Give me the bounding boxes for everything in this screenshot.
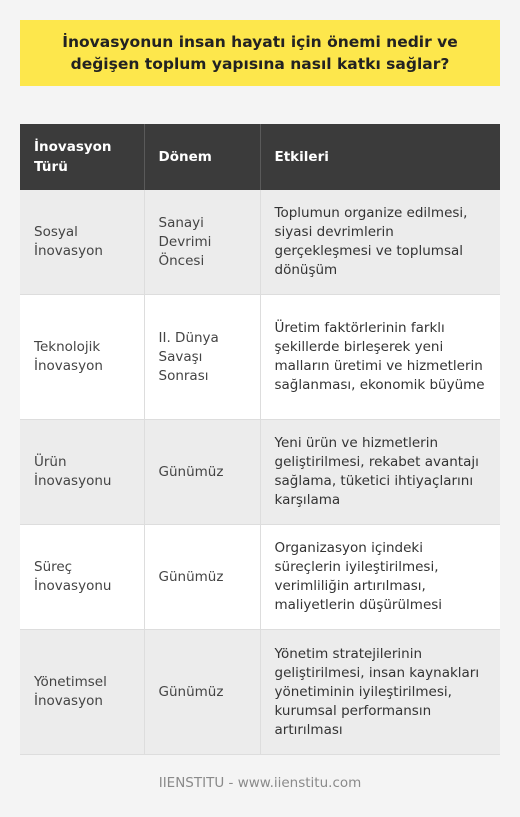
cell-period: Günümüz	[144, 525, 260, 630]
table-row	[20, 630, 500, 755]
innovation-table	[20, 124, 500, 755]
cell-type: Teknolojik İnovasyon	[20, 295, 144, 420]
header-effects: Etkileri	[260, 124, 500, 190]
cell-period: II. Dünya Savaşı Sonrası	[144, 295, 260, 420]
cell-type: Sosyal İnovasyon	[20, 190, 144, 295]
cell-effects: Toplumun organize edilmesi, siyasi devrimlerin gerçekleşmesi ve toplumsal dönüşüm	[260, 190, 500, 295]
title-banner	[20, 20, 500, 86]
table-row	[20, 190, 500, 295]
footer-credit: IIENSTITU - www.iienstitu.com	[158, 775, 362, 791]
cell-type: Yönetimsel İnovasyon	[20, 630, 144, 755]
table-header-row	[20, 124, 500, 190]
table-row	[20, 420, 500, 525]
cell-effects: Üretim faktörlerinin farklı şekillerde birleşerek yeni malların üretimi ve hizmetlerin sağlanması, ekonomik büyüme	[260, 295, 500, 420]
cell-effects: Organizasyon içindeki süreçlerin iyileştirilmesi, verimliliğin artırılması, maliyetlerin düşürülmesi	[260, 525, 500, 630]
header-innovation-type: İnovasyon Türü	[20, 124, 144, 190]
cell-period: Günümüz	[144, 420, 260, 525]
page-title: İnovasyonun insan hayatı için önemi nedir ve değişen toplum yapısına nasıl katkı sağlar?	[62, 33, 458, 73]
cell-period: Günümüz	[144, 630, 260, 755]
cell-period: Sanayi Devrimi Öncesi	[144, 190, 260, 295]
table-row	[20, 525, 500, 630]
header-period: Dönem	[144, 124, 260, 190]
cell-type: Süreç İnovasyonu	[20, 525, 144, 630]
cell-effects: Yönetim stratejilerinin geliştirilmesi, insan kaynakları yönetiminin iyileştirilmesi, kurumsal performansın artırılması	[260, 630, 500, 755]
cell-type: Ürün İnovasyonu	[20, 420, 144, 525]
table-row	[20, 295, 500, 420]
cell-effects: Yeni ürün ve hizmetlerin geliştirilmesi, rekabet avantajı sağlama, tüketici ihtiyaçlarını karşılama	[260, 420, 500, 525]
